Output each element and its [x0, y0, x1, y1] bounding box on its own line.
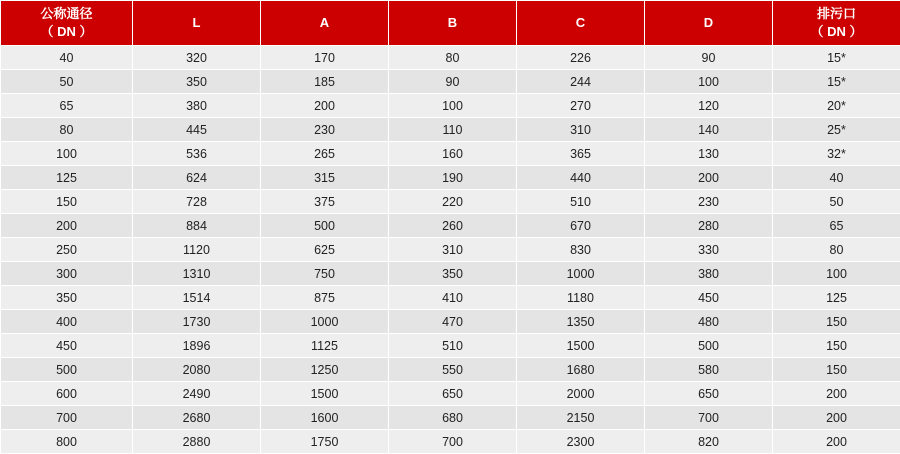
cell-l: 2680 [133, 406, 261, 430]
cell-b: 700 [389, 430, 517, 454]
table-row [1, 190, 900, 214]
cell-a: 265 [261, 142, 389, 166]
table-row [1, 262, 900, 286]
cell-d: 580 [645, 358, 773, 382]
cell-a: 170 [261, 46, 389, 70]
cell-c: 365 [517, 142, 645, 166]
cell-drain: 15* [773, 70, 900, 94]
column-header-line: B [389, 14, 516, 32]
table-row [1, 46, 900, 70]
cell-d: 480 [645, 310, 773, 334]
cell-c: 510 [517, 190, 645, 214]
cell-b: 190 [389, 166, 517, 190]
cell-d: 140 [645, 118, 773, 142]
cell-dn: 800 [1, 430, 133, 454]
column-header-nominal-diameter [1, 1, 133, 46]
table-row [1, 166, 900, 190]
cell-b: 110 [389, 118, 517, 142]
cell-c: 1000 [517, 262, 645, 286]
cell-b: 80 [389, 46, 517, 70]
cell-a: 750 [261, 262, 389, 286]
cell-drain: 150 [773, 334, 900, 358]
column-header-line: 公称通径 [1, 5, 132, 23]
cell-a: 625 [261, 238, 389, 262]
cell-dn: 200 [1, 214, 133, 238]
cell-drain: 125 [773, 286, 900, 310]
cell-b: 90 [389, 70, 517, 94]
column-header-d [645, 1, 773, 46]
cell-a: 500 [261, 214, 389, 238]
cell-dn: 100 [1, 142, 133, 166]
cell-l: 1730 [133, 310, 261, 334]
cell-a: 375 [261, 190, 389, 214]
cell-drain: 150 [773, 310, 900, 334]
column-header-line: （ DN ） [773, 23, 900, 41]
cell-c: 2300 [517, 430, 645, 454]
cell-d: 280 [645, 214, 773, 238]
column-header-line: D [645, 14, 772, 32]
cell-drain: 200 [773, 430, 900, 454]
cell-drain: 200 [773, 406, 900, 430]
table-row [1, 406, 900, 430]
cell-dn: 300 [1, 262, 133, 286]
cell-a: 1500 [261, 382, 389, 406]
cell-a: 315 [261, 166, 389, 190]
cell-dn: 40 [1, 46, 133, 70]
cell-c: 830 [517, 238, 645, 262]
cell-drain: 65 [773, 214, 900, 238]
cell-d: 100 [645, 70, 773, 94]
cell-a: 1600 [261, 406, 389, 430]
column-header-line: L [133, 14, 260, 32]
cell-l: 1896 [133, 334, 261, 358]
cell-a: 875 [261, 286, 389, 310]
cell-dn: 700 [1, 406, 133, 430]
table-header [1, 1, 900, 46]
table-row [1, 214, 900, 238]
cell-d: 90 [645, 46, 773, 70]
cell-l: 536 [133, 142, 261, 166]
cell-a: 1000 [261, 310, 389, 334]
cell-b: 350 [389, 262, 517, 286]
cell-l: 2080 [133, 358, 261, 382]
table-body [1, 46, 900, 454]
cell-drain: 100 [773, 262, 900, 286]
table-row [1, 310, 900, 334]
cell-c: 440 [517, 166, 645, 190]
cell-d: 200 [645, 166, 773, 190]
cell-d: 130 [645, 142, 773, 166]
cell-l: 1514 [133, 286, 261, 310]
cell-c: 244 [517, 70, 645, 94]
cell-b: 550 [389, 358, 517, 382]
table-row [1, 286, 900, 310]
cell-dn: 400 [1, 310, 133, 334]
table-row [1, 382, 900, 406]
cell-dn: 80 [1, 118, 133, 142]
column-header-line: C [517, 14, 644, 32]
cell-dn: 250 [1, 238, 133, 262]
cell-b: 470 [389, 310, 517, 334]
cell-dn: 65 [1, 94, 133, 118]
cell-l: 320 [133, 46, 261, 70]
cell-c: 310 [517, 118, 645, 142]
cell-l: 350 [133, 70, 261, 94]
cell-l: 2880 [133, 430, 261, 454]
table-header-row [1, 1, 900, 46]
cell-a: 230 [261, 118, 389, 142]
cell-c: 1350 [517, 310, 645, 334]
cell-a: 1750 [261, 430, 389, 454]
column-header-a [261, 1, 389, 46]
cell-l: 624 [133, 166, 261, 190]
cell-b: 160 [389, 142, 517, 166]
cell-d: 450 [645, 286, 773, 310]
cell-drain: 150 [773, 358, 900, 382]
cell-c: 1680 [517, 358, 645, 382]
table-row [1, 238, 900, 262]
cell-b: 100 [389, 94, 517, 118]
column-header-l [133, 1, 261, 46]
cell-d: 230 [645, 190, 773, 214]
cell-b: 220 [389, 190, 517, 214]
table-row [1, 430, 900, 454]
column-header-drain-port [773, 1, 900, 46]
cell-drain: 20* [773, 94, 900, 118]
cell-d: 120 [645, 94, 773, 118]
cell-a: 1125 [261, 334, 389, 358]
cell-c: 670 [517, 214, 645, 238]
cell-dn: 150 [1, 190, 133, 214]
cell-d: 500 [645, 334, 773, 358]
cell-c: 226 [517, 46, 645, 70]
cell-dn: 125 [1, 166, 133, 190]
cell-d: 380 [645, 262, 773, 286]
table-row [1, 142, 900, 166]
cell-b: 310 [389, 238, 517, 262]
cell-c: 2000 [517, 382, 645, 406]
cell-c: 270 [517, 94, 645, 118]
table-row [1, 94, 900, 118]
table-row [1, 358, 900, 382]
cell-a: 185 [261, 70, 389, 94]
column-header-line: 排污口 [773, 5, 900, 23]
cell-dn: 500 [1, 358, 133, 382]
cell-drain: 200 [773, 382, 900, 406]
cell-drain: 80 [773, 238, 900, 262]
column-header-line: （ DN ） [1, 23, 132, 41]
cell-dn: 450 [1, 334, 133, 358]
cell-a: 200 [261, 94, 389, 118]
cell-d: 330 [645, 238, 773, 262]
table-row [1, 118, 900, 142]
column-header-b [389, 1, 517, 46]
cell-drain: 25* [773, 118, 900, 142]
cell-l: 884 [133, 214, 261, 238]
table-row [1, 70, 900, 94]
cell-d: 700 [645, 406, 773, 430]
cell-dn: 600 [1, 382, 133, 406]
cell-l: 2490 [133, 382, 261, 406]
cell-a: 1250 [261, 358, 389, 382]
cell-b: 410 [389, 286, 517, 310]
cell-b: 650 [389, 382, 517, 406]
cell-c: 2150 [517, 406, 645, 430]
cell-drain: 32* [773, 142, 900, 166]
cell-drain: 50 [773, 190, 900, 214]
cell-l: 728 [133, 190, 261, 214]
cell-b: 510 [389, 334, 517, 358]
cell-b: 680 [389, 406, 517, 430]
cell-drain: 40 [773, 166, 900, 190]
table-row [1, 334, 900, 358]
cell-dn: 50 [1, 70, 133, 94]
cell-c: 1500 [517, 334, 645, 358]
cell-l: 445 [133, 118, 261, 142]
cell-c: 1180 [517, 286, 645, 310]
cell-dn: 350 [1, 286, 133, 310]
cell-d: 820 [645, 430, 773, 454]
column-header-line: A [261, 14, 388, 32]
cell-b: 260 [389, 214, 517, 238]
cell-l: 1120 [133, 238, 261, 262]
cell-drain: 15* [773, 46, 900, 70]
cell-l: 380 [133, 94, 261, 118]
cell-d: 650 [645, 382, 773, 406]
column-header-c [517, 1, 645, 46]
cell-l: 1310 [133, 262, 261, 286]
